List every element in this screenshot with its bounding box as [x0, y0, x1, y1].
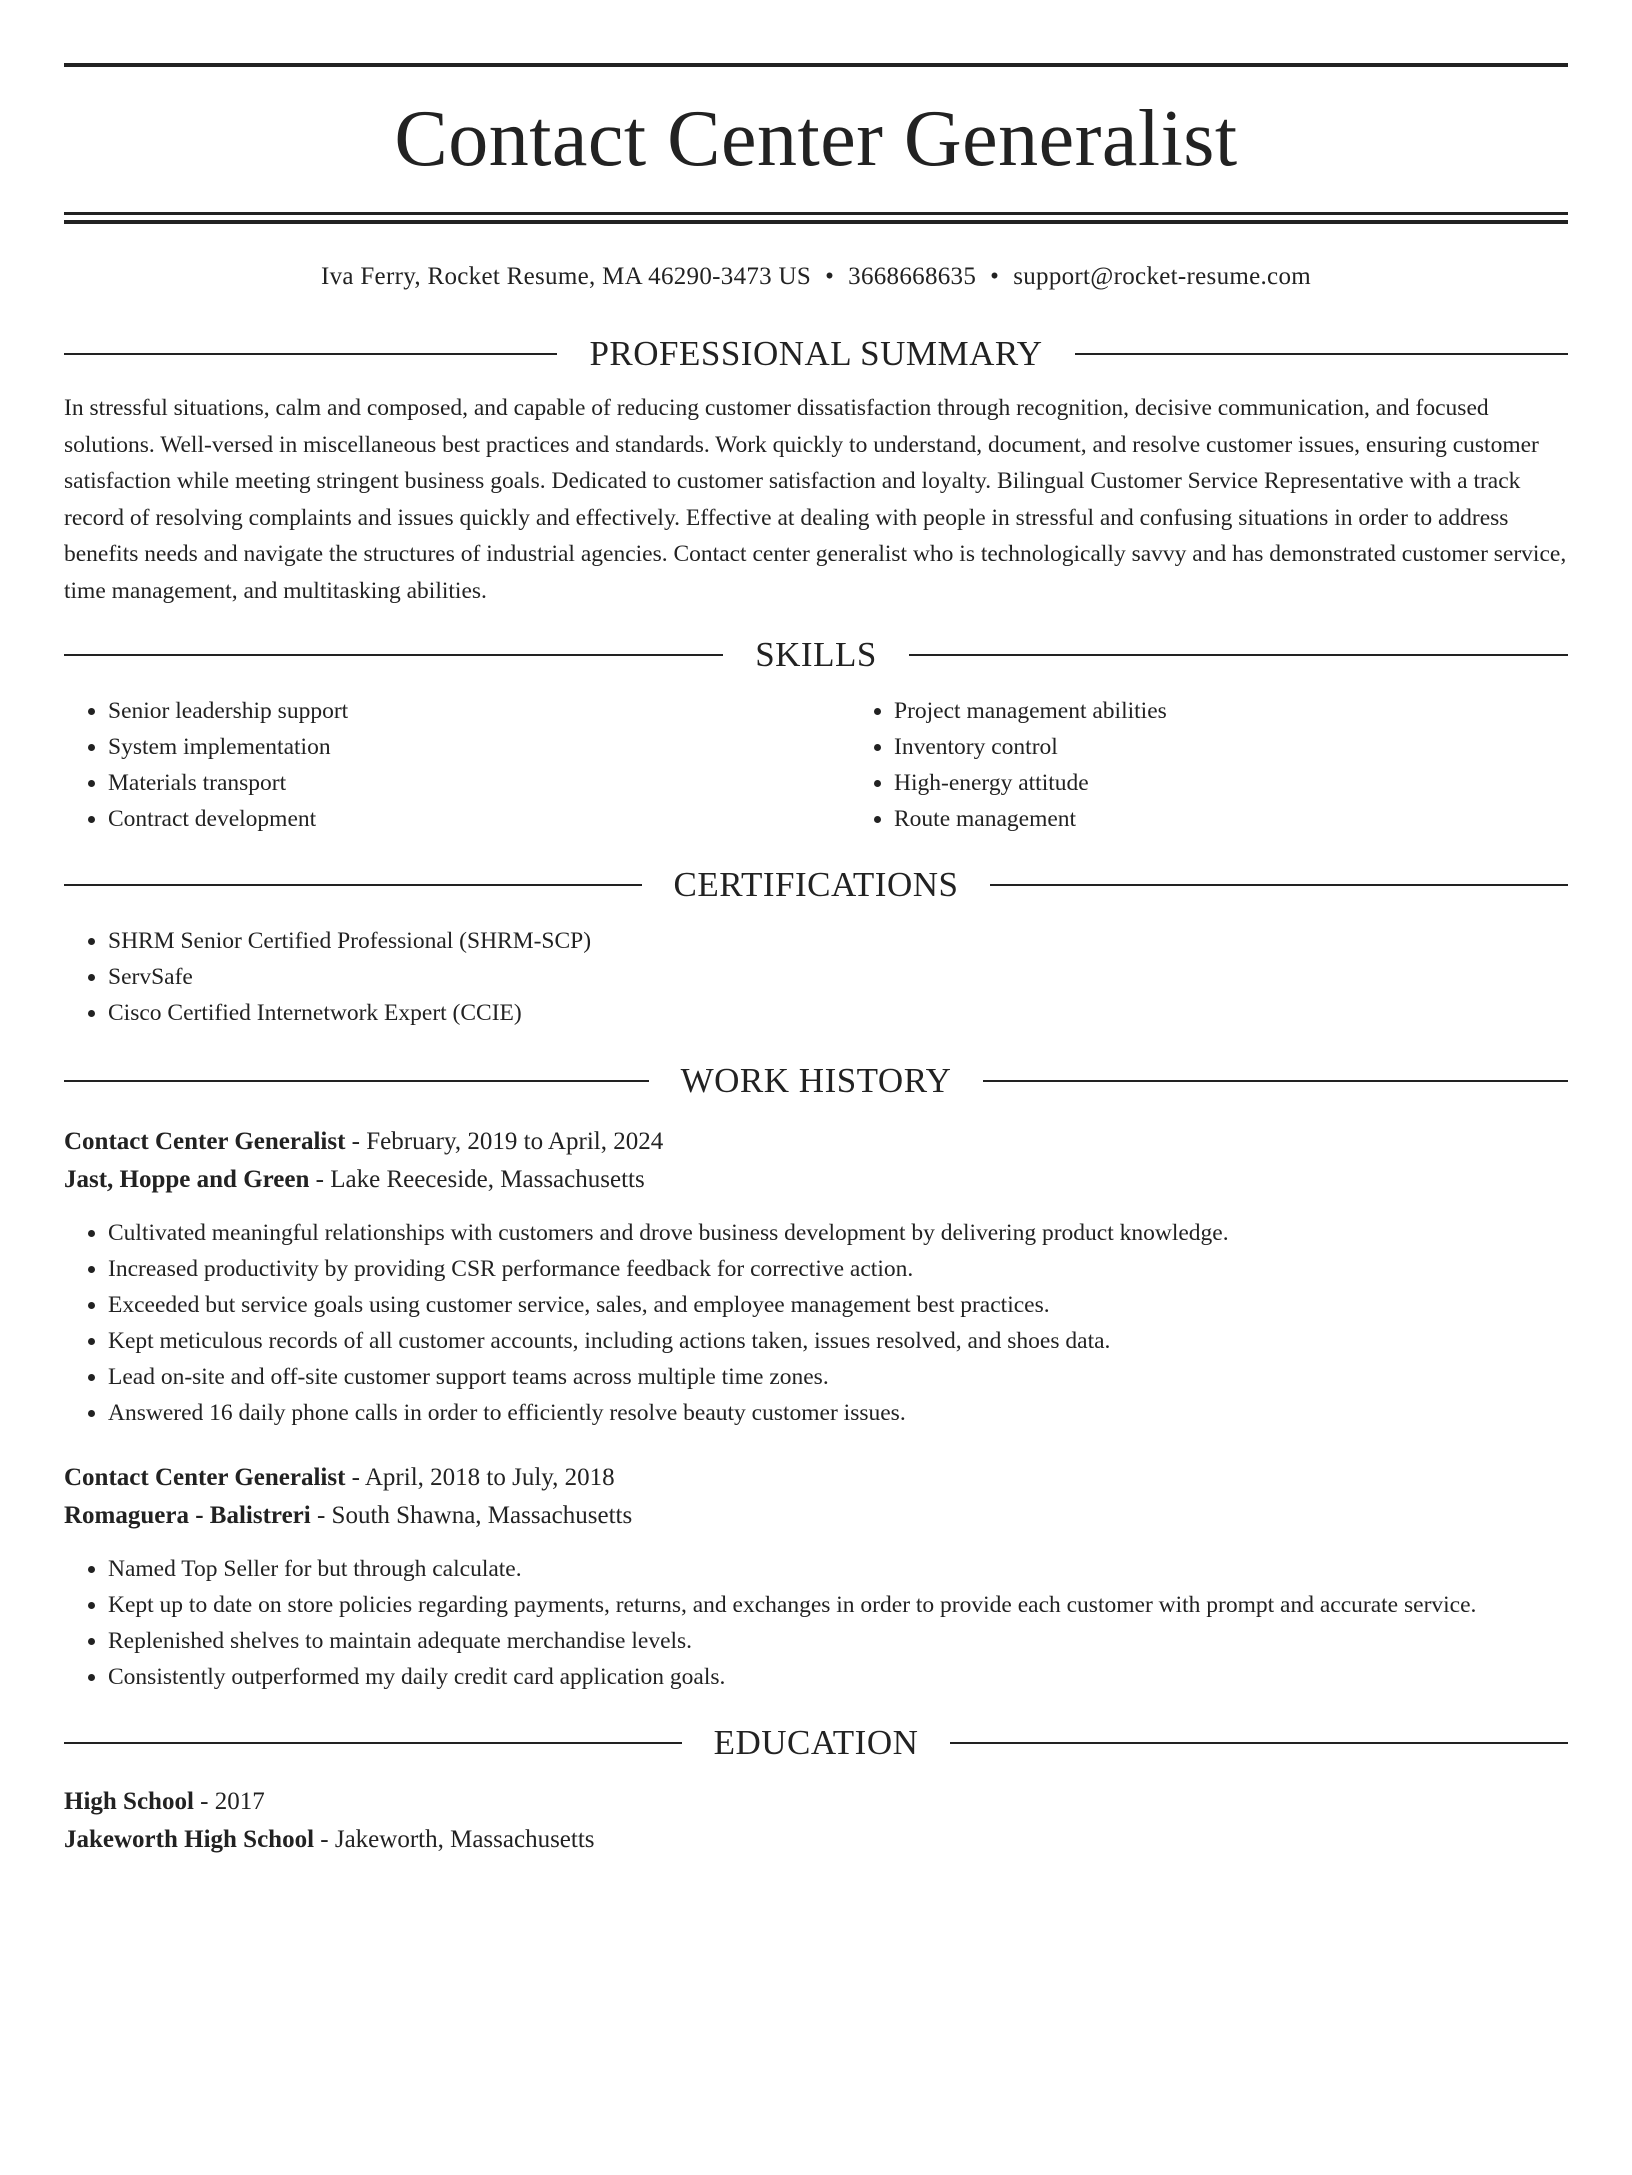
education-school-line [64, 1821, 1568, 1859]
contact-address: Iva Ferry, Rocket Resume, MA 46290-3473 US [320, 263, 812, 290]
job-bullet: • Answered 16 daily phone calls in order to efficiently resolve beauty customer issues. [108, 1395, 1568, 1431]
job-company: Romaguera - Balistreri [64, 1502, 311, 1529]
certification-item: • ServSafe [108, 959, 1568, 995]
job-role: Contact Center Generalist [64, 1464, 346, 1491]
certifications-list [64, 923, 1568, 1031]
section-heading-summary [64, 332, 1568, 376]
skills-list-left [64, 693, 850, 837]
section-title: PROFESSIONAL SUMMARY [589, 334, 1043, 373]
education-year: - 2017 [193, 1788, 265, 1815]
section-heading-skills [64, 633, 1568, 677]
heading-rule [64, 884, 642, 886]
heading-rule [909, 654, 1568, 656]
section-title: EDUCATION [713, 1723, 919, 1762]
section-heading-education [64, 1721, 1568, 1765]
contact-email: support@rocket-resume.com [1013, 263, 1311, 290]
skill-item: • Contract development [108, 801, 850, 837]
job-dates: - April, 2018 to July, 2018 [345, 1464, 615, 1491]
section-heading-work-history [64, 1059, 1568, 1103]
heading-rule [990, 884, 1568, 886]
job-title-line [64, 1123, 1568, 1161]
skill-item: • Senior leadership support [108, 693, 850, 729]
skill-item: • High-energy attitude [894, 765, 1632, 801]
skills-columns [64, 693, 1568, 837]
job-title-line [64, 1459, 1568, 1497]
section-title: SKILLS [755, 635, 877, 674]
section-title: WORK HISTORY [680, 1061, 952, 1100]
job-bullet: • Kept meticulous records of all customer accounts, including actions taken, issues resolved, and shoes data. [108, 1323, 1568, 1359]
education-location: - Jakeworth, Massachusetts [314, 1826, 595, 1853]
job-bullet: • Named Top Seller for but through calculate. [108, 1551, 1568, 1587]
skill-item: • Inventory control [894, 729, 1632, 765]
resume-page [0, 63, 1632, 2175]
education-entry [64, 1783, 1568, 1859]
contact-phone: 3668668635 [848, 263, 977, 290]
summary-text: In stressful situations, calm and composed, and capable of reducing customer dissatisfaction through recognition, decisive communication, and focused solutions. Well-versed in miscellaneous best practices and standards. Work quickly to understand, document, and resolve customer issues, ensuring customer satisfaction while meeting stringent business goals. Dedicated to customer satisfaction and loyalty. Bilingual Customer Service Representative with a track record of resolving complaints and issues quickly and effectively. Effective at dealing with people in stressful and confusing situations in order to address benefits needs and navigate the structures of industrial agencies. Contact center generalist who is technologically savvy and has demonstrated customer service, time management, and multitasking abilities. [64, 395, 1567, 604]
contact-separator: • [825, 263, 835, 290]
job-bullet: • Cultivated meaningful relationships with customers and drove business development by delivering product knowledge. [108, 1215, 1568, 1251]
certification-item: • SHRM Senior Certified Professional (SHRM-SCP) [108, 923, 1568, 959]
heading-rule [64, 1742, 682, 1744]
job-bullet: • Kept up to date on store policies regarding payments, returns, and exchanges in order to provide each customer with prompt and accurate service. [108, 1587, 1568, 1623]
job-bullets [64, 1551, 1568, 1695]
education-school: Jakeworth High School [64, 1826, 315, 1853]
contact-line [64, 260, 1568, 294]
education-degree-line [64, 1783, 1568, 1821]
job-bullet: • Exceeded but service goals using customer service, sales, and employee management best practices. [108, 1287, 1568, 1323]
skill-item: • System implementation [108, 729, 850, 765]
heading-rule [64, 654, 723, 656]
education-degree: High School [64, 1788, 194, 1815]
skill-item: • Route management [894, 801, 1632, 837]
job-location: - South Shawna, Massachusetts [310, 1502, 633, 1529]
job-bullet: • Increased productivity by providing CSR performance feedback for corrective action. [108, 1251, 1568, 1287]
skill-item: • Materials transport [108, 765, 850, 801]
job-bullet: • Consistently outperformed my daily credit card application goals. [108, 1659, 1568, 1695]
job-company-line [64, 1497, 1568, 1535]
job-bullet: • Replenished shelves to maintain adequate merchandise levels. [108, 1623, 1568, 1659]
job-bullets [64, 1215, 1568, 1431]
heading-rule [1075, 353, 1568, 355]
section-heading-certifications [64, 863, 1568, 907]
job-bullet: • Lead on-site and off-site customer support teams across multiple time zones. [108, 1359, 1568, 1395]
skills-list-right [850, 693, 1632, 837]
job-company-line [64, 1161, 1568, 1199]
heading-rule [64, 1080, 649, 1082]
job-company: Jast, Hoppe and Green [64, 1166, 310, 1193]
certification-item: • Cisco Certified Internetwork Expert (CCIE) [108, 995, 1568, 1031]
contact-separator: • [990, 263, 1000, 290]
job-entry [64, 1123, 1568, 1431]
heading-rule [950, 1742, 1568, 1744]
job-location: - Lake Reeceside, Massachusetts [309, 1166, 645, 1193]
title-double-rule [64, 212, 1568, 224]
job-entry [64, 1459, 1568, 1695]
skill-item: • Project management abilities [894, 693, 1632, 729]
job-dates: - February, 2019 to April, 2024 [345, 1128, 664, 1155]
job-role: Contact Center Generalist [64, 1128, 346, 1155]
heading-rule [983, 1080, 1568, 1082]
heading-rule [64, 353, 557, 355]
resume-title: Contact Center Generalist [394, 95, 1238, 183]
section-title: CERTIFICATIONS [673, 865, 959, 904]
